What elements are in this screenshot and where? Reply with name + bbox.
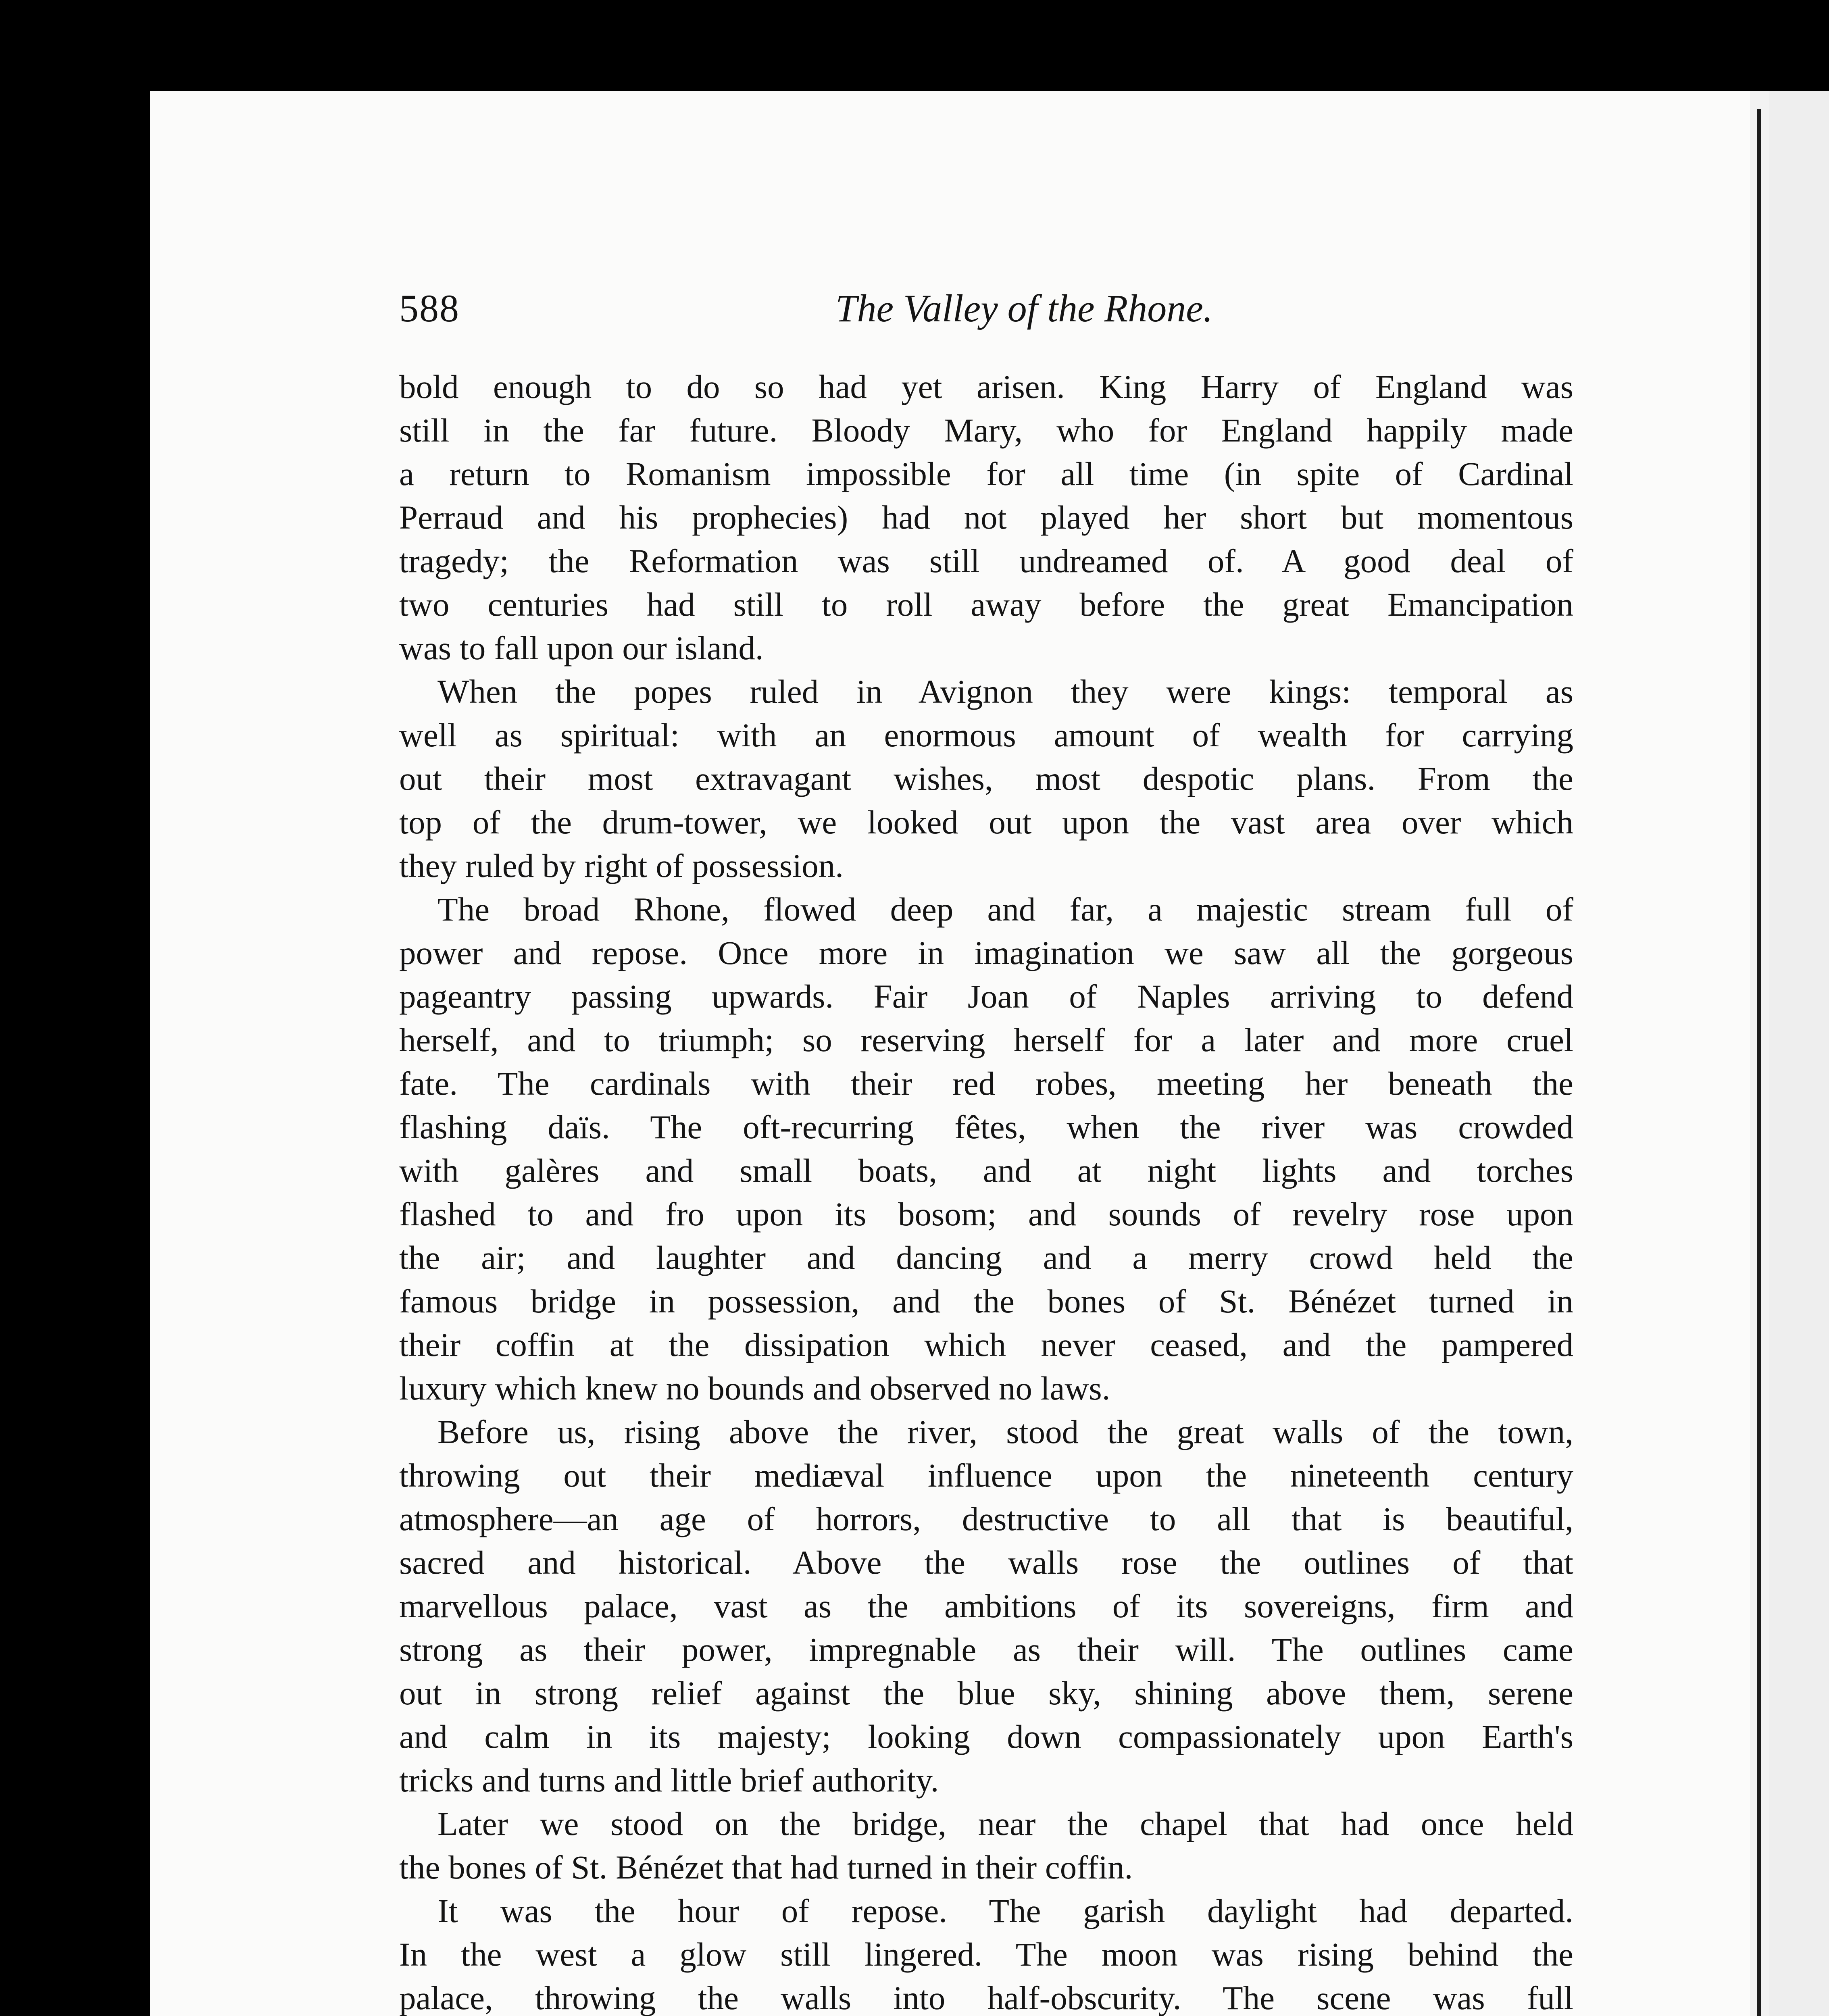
text-line: well as spiritual: with an enormous amount of wealth for carrying	[399, 716, 1573, 754]
text-line: atmosphere—an age of horrors, destructive to all that is beautiful,	[399, 1500, 1573, 1537]
text-line: out their most extravagant wishes, most despotic plans. From the	[399, 760, 1573, 797]
text-line: Perraud and his prophecies) had not played her short but momentous	[399, 499, 1573, 536]
adjacent-page	[1769, 91, 1829, 2016]
text-line: flashing daïs. The oft-recurring fêtes, when the river was crowded	[399, 1108, 1573, 1145]
text-line: the air; and laughter and dancing and a merry crowd held the	[399, 1239, 1573, 1276]
body-text	[399, 365, 1573, 2016]
text-line: and calm in its majesty; looking down compassionately upon Earth's	[399, 1718, 1573, 1755]
text-line: fate. The cardinals with their red robes, meeting her beneath the	[399, 1065, 1573, 1102]
running-head	[399, 276, 1609, 341]
text-line: still in the far future. Bloody Mary, who for England happily made	[399, 412, 1573, 449]
text-line: famous bridge in possession, and the bones of St. Bénézet turned in	[399, 1283, 1573, 1320]
paragraph-first-line: Later we stood on the bridge, near the chapel that had once held	[437, 1805, 1573, 1842]
text-line: tragedy; the Reformation was still undreamed of. A good deal of	[399, 542, 1573, 579]
text-line: their coffin at the dissipation which never ceased, and the pampered	[399, 1326, 1573, 1363]
paragraph-first-line: It was the hour of repose. The garish daylight had departed.	[437, 1892, 1573, 1929]
page-number: 588	[399, 287, 460, 330]
text-line: a return to Romanism impossible for all time (in spite of Cardinal	[399, 455, 1573, 492]
text-line: was to fall upon our island.	[399, 629, 764, 666]
text-line: throwing out their mediæval influence upon the nineteenth century	[399, 1457, 1573, 1494]
text-line: power and repose. Once more in imagination we saw all the gorgeous	[399, 934, 1573, 971]
text-line: with galères and small boats, and at night lights and torches	[399, 1152, 1573, 1189]
text-line: herself, and to triumph; so reserving herself for a later and more cruel	[399, 1021, 1573, 1058]
text-line: pageantry passing upwards. Fair Joan of Naples arriving to defend	[399, 978, 1573, 1015]
text-line: top of the drum-tower, we looked out upon the vast area over which	[399, 804, 1573, 841]
text-line: bold enough to do so had yet arisen. King Harry of England was	[399, 368, 1573, 405]
text-line: In the west a glow still lingered. The moon was rising behind the	[399, 1936, 1573, 1973]
running-title: The Valley of the Rhone.	[835, 287, 1213, 330]
text-line: out in strong relief against the blue sky, shining above them, serene	[399, 1674, 1573, 1712]
paragraph-first-line: When the popes ruled in Avignon they were kings: temporal as	[437, 673, 1573, 710]
text-line: marvellous palace, vast as the ambitions of its sovereigns, firm and	[399, 1587, 1573, 1624]
paragraph-first-line: Before us, rising above the river, stood the great walls of the town,	[437, 1413, 1573, 1450]
text-line: they ruled by right of possession.	[399, 847, 844, 884]
text-line: two centuries had still to roll away before the great Emancipation	[399, 586, 1573, 623]
text-line: flashed to and fro upon its bosom; and sounds of revelry rose upon	[399, 1195, 1573, 1233]
text-line: luxury which knew no bounds and observed no laws.	[399, 1370, 1110, 1407]
adjacent-page-edge	[1757, 109, 1761, 2016]
text-line: sacred and historical. Above the walls rose the outlines of that	[399, 1544, 1573, 1581]
text-line: the bones of St. Bénézet that had turned in their coffin.	[399, 1849, 1133, 1886]
text-line: tricks and turns and little brief authority.	[399, 1762, 939, 1799]
text-line: strong as their power, impregnable as their will. The outlines came	[399, 1631, 1573, 1668]
paragraph-first-line: The broad Rhone, flowed deep and far, a majestic stream full of	[437, 891, 1573, 928]
text-line: palace, throwing the walls into half-obscurity. The scene was full	[399, 1979, 1573, 2016]
